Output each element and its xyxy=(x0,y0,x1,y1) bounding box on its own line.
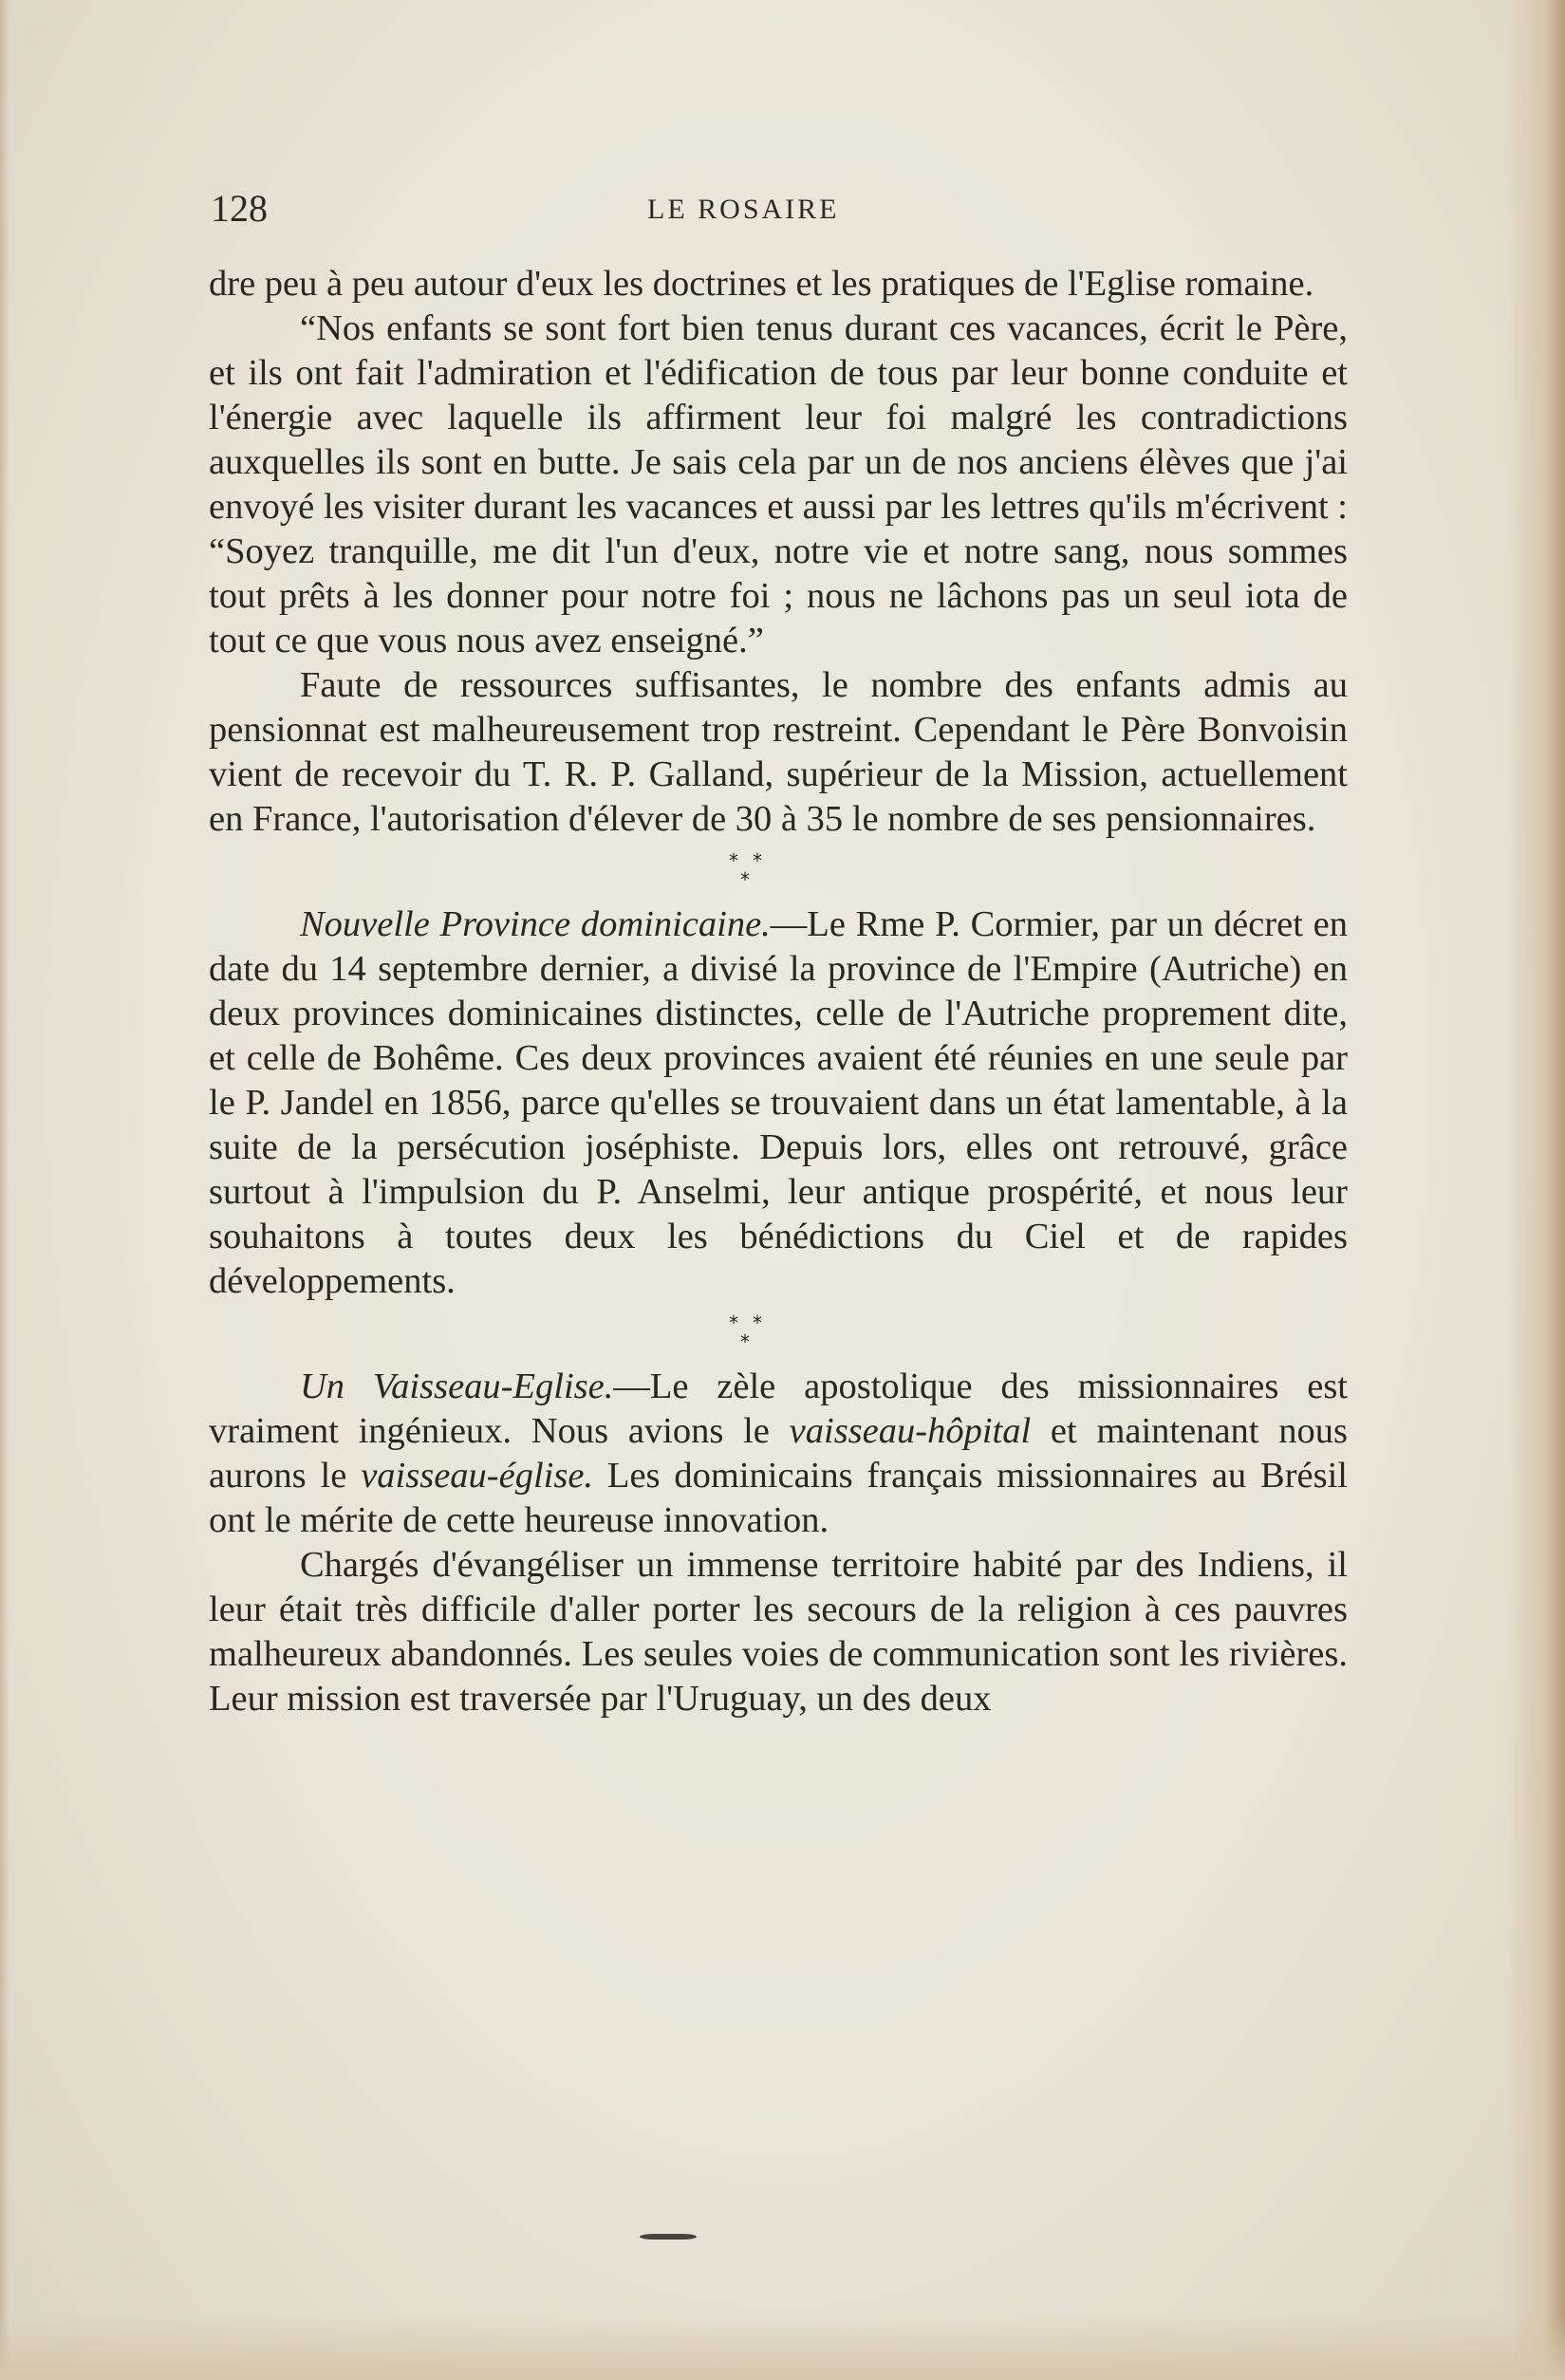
running-head: LE ROSAIRE xyxy=(647,194,840,225)
section-title-vaisseau: Un Vaisseau-Eglise. xyxy=(300,1367,614,1406)
printer-mark xyxy=(640,2234,697,2240)
paragraph-province xyxy=(209,902,1348,1304)
asterism-star: * xyxy=(740,868,750,891)
page-number: 128 xyxy=(211,187,268,230)
paragraph-vaisseau-italic-b: vaisseau-église. xyxy=(361,1456,594,1496)
paragraph-continuation: dre peu à peu autour d'eux les doctrines et les pratiques de l'Eglise romaine. xyxy=(209,264,1314,304)
body-text xyxy=(209,262,1348,1721)
paragraph-vaisseau-text-c: Les dominicains français missionnaires au Brésil ont le mérite de cette heureuse innovation. xyxy=(209,1456,1348,1540)
asterism-star: * xyxy=(753,849,762,872)
paragraph-province-text: —Le Rme P. Cormier, par un décret en date du 14 septembre dernier, a divisé la province de l'Empire (Autriche) en deux provinces dominicaines distinctes, celle de l'Autriche proprement dite, et celle de Bohême. Ces deux provinces avaient été réunies en une seule par le P. Jandel en 1856, parce qu'elles se trouvaient dans un état lamentable, à la suite de la persécution joséphiste. Depuis lors, elles ont retrouvé, grâce surtout à l'impulsion du P. Anselmi, leur antique prospérité, et nous leur souhaitons à toutes deux les bénédictions du Ciel et de rapides développements. xyxy=(209,904,1348,1301)
paragraph-vaisseau-text-b: et maintenant nous aurons le xyxy=(209,1411,1348,1496)
paragraph-vaisseau xyxy=(209,1365,1348,1543)
paragraph-vaisseau-italic-a: vaisseau-hôpital xyxy=(789,1411,1032,1451)
asterism-star: * xyxy=(729,1311,738,1334)
asterism-star: * xyxy=(740,1330,750,1353)
asterism-star: * xyxy=(753,1311,762,1334)
section-separator xyxy=(209,1306,1348,1363)
asterism-star: * xyxy=(729,849,738,872)
section-separator xyxy=(209,844,1348,901)
page-bottom-edge xyxy=(0,2314,1565,2380)
paragraph-vaisseau-text-a: —Le zèle apostolique des missionnaires est vraiment ingénieux. Nous avions le xyxy=(209,1367,1348,1451)
paragraph-resources: Faute de ressources suffisantes, le nombre des enfants admis au pensionnat est malheureusement trop restreint. Cependant le Père Bonvoisin vient de recevoir du T. R. P. Galland, supérieur de la Mission, actuellement en France, l'autorisation d'élever de 30 à 35 le nombre de ses pensionnaires. xyxy=(209,665,1348,839)
section-title-province: Nouvelle Province dominicaine. xyxy=(300,904,771,944)
page-right-edge xyxy=(1508,0,1565,2380)
paragraph-quote: “Nos enfants se sont fort bien tenus durant ces vacances, écrit le Père, et ils ont fait l'admiration et l'édification de tous par leur bonne conduite et l'énergie avec laquelle ils affirment leur foi malgré les contradictions auxquelles ils sont en butte. Je sais cela par un de nos anciens élèves que j'ai envoyé les visiter durant les vacances et aussi par les lettres qu'ils m'écrivent : “Soyez tranquille, me dit l'un d'eux, notre vie et notre sang, nous sommes tout prêts à les donner pour notre foi ; nous ne lâchons pas un seul iota de tout ce que vous nous avez enseigné.” xyxy=(209,308,1348,660)
page-left-edge xyxy=(0,0,9,2380)
paragraph-mission: Chargés d'évangéliser un immense territoire habité par des Indiens, il leur était très difficile d'aller porter les secours de la religion à ces pauvres malheureux abandonnés. Les seules voies de communication sont les rivières. Leur mission est traversée par l'Uruguay, un des deux xyxy=(209,1545,1348,1719)
page-header xyxy=(211,186,1350,228)
